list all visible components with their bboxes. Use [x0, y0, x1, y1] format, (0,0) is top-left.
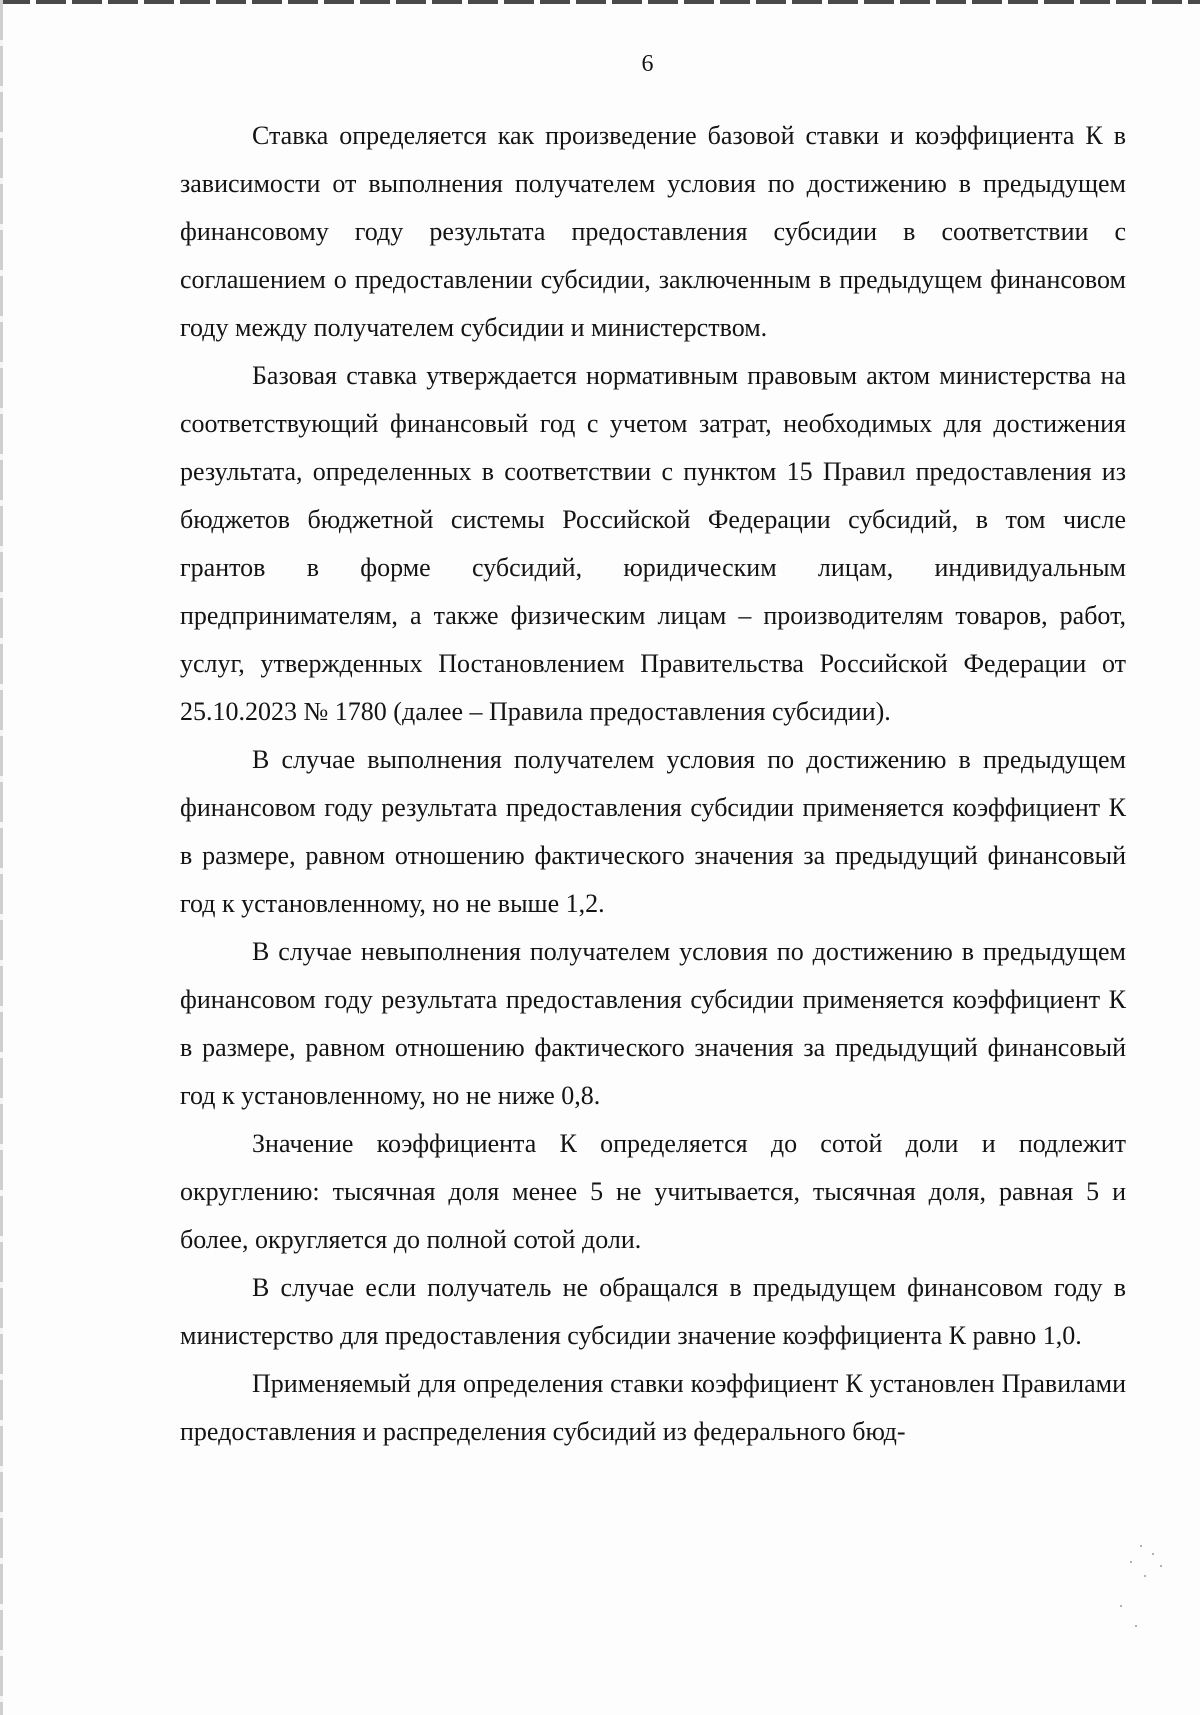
paragraph-4: В случае невыполнения получателем условия по достижению в предыдущем финансовом году результата предоставления субсидии применяется коэффициент К в размере, равном отношению фактического значения за предыдущий финансовый год к установленному, но не ниже 0,8.: [180, 937, 1126, 1110]
scan-noise: [1080, 1535, 1170, 1675]
scan-top-edge: [0, 0, 1200, 4]
paragraph-7: Применяемый для определения ставки коэффициент К установлен Правилами предоставления и распределения субсидий из федерального бюд-: [180, 1369, 1126, 1446]
scan-left-edge: [0, 0, 3, 1715]
paragraph-6: В случае если получатель не обращался в предыдущем финансовом году в министерство для предоставления субсидии значение коэффициента К равно 1,0.: [180, 1273, 1126, 1350]
paragraph-5: Значение коэффициента К определяется до сотой доли и подлежит округлению: тысячная доля менее 5 не учитывается, тысячная доля, равная 5 и более, округляется до полной сотой доли.: [180, 1129, 1126, 1254]
body-text: [180, 112, 1126, 1456]
page-number: 6: [641, 51, 654, 77]
paragraph-2: Базовая ставка утверждается нормативным правовым актом министерства на соответствующий финансовый год с учетом затрат, необходимых для достижения результата, определенных в соответствии с пунктом 15 Правил предоставления из бюджетов бюджетной системы Российской Федерации субсидий, в том числе грантов в форме субсидий, юридическим лицам, индивидуальным предпринимателям, а также физическим лицам – производителям товаров, работ, услуг, утвержденных Постановлением Правительства Российской Федерации от 25.10.2023 № 1780 (далее – Правила предоставления субсидии).: [180, 361, 1126, 726]
paragraph-3: В случае выполнения получателем условия по достижению в предыдущем финансовом году результата предоставления субсидии применяется коэффициент К в размере, равном отношению фактического значения за предыдущий финансовый год к установленному, но не выше 1,2.: [180, 745, 1126, 918]
paragraph-1: Ставка определяется как произведение базовой ставки и коэффициента К в зависимости от выполнения получателем условия по достижению в предыдущем финансовому году результата предоставления субсидии в соответствии с соглашением о предоставлении субсидии, заключенным в предыдущем финансовом году между получателем субсидии и министерством.: [180, 121, 1126, 342]
